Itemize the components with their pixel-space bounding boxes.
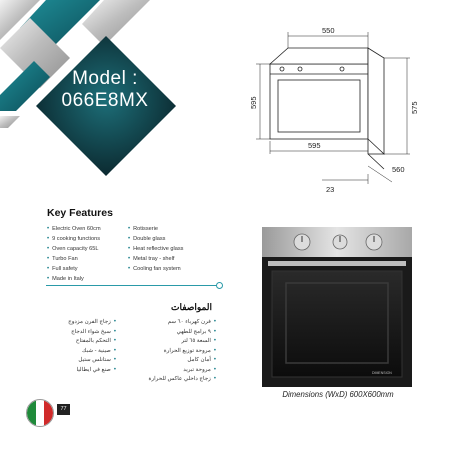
model-label bbox=[40, 68, 170, 112]
spec-item: • سيخ شواء الدجاج bbox=[30, 328, 116, 338]
dimensions-caption: Dimensions (WxD) 600X600mm bbox=[282, 390, 394, 399]
spec-item: • زجاج داخلي عاكس للحرارة bbox=[128, 375, 216, 385]
spec-item: • صينية - شبك bbox=[30, 347, 116, 357]
page-number: 77 bbox=[57, 404, 70, 415]
feature-item: • 9 cooking functions bbox=[47, 234, 132, 244]
spec-item: • زجاج الفرن مزدوج bbox=[30, 318, 116, 328]
section-divider bbox=[46, 285, 218, 286]
feature-item: • Metal tray - shelf bbox=[128, 254, 218, 264]
feature-item: • Cooling fan system bbox=[128, 264, 218, 274]
oven-dimension-drawing bbox=[242, 14, 450, 194]
arabic-specs-right-list bbox=[128, 318, 216, 385]
feature-item: • Made in Italy bbox=[47, 274, 132, 284]
feature-item: • Rotisserie bbox=[128, 224, 218, 234]
feature-item: • Double glass bbox=[128, 234, 218, 244]
spec-item: • أمان كامل bbox=[128, 356, 216, 366]
spec-item: • ٩ برامج للطهي bbox=[128, 328, 216, 338]
dim-left-height: 595 bbox=[249, 96, 258, 109]
dim-bottom-width: 595 bbox=[308, 141, 321, 150]
dim-depth: 560 bbox=[392, 165, 405, 174]
panel-steel-3 bbox=[0, 116, 20, 128]
key-features-right-list bbox=[128, 224, 218, 274]
arabic-specs-left-list bbox=[30, 318, 116, 375]
spec-item: • ستانلس ستيل bbox=[30, 356, 116, 366]
feature-item: • Heat reflective glass bbox=[128, 244, 218, 254]
dim-offset: 23 bbox=[326, 185, 335, 194]
oven-product-image bbox=[262, 227, 412, 387]
oven-door-glass bbox=[272, 271, 402, 377]
spec-item: • صنع في ايطاليا bbox=[30, 366, 116, 376]
oven-brand-label: DIMENSION bbox=[372, 371, 392, 375]
model-number: 066E8MX bbox=[61, 90, 149, 111]
divider-end-dot bbox=[216, 282, 223, 289]
feature-item: • Full safety bbox=[47, 264, 132, 274]
spec-item: • التحكم بالمفتاح bbox=[30, 337, 116, 347]
control-knobs bbox=[294, 234, 382, 250]
spec-item: • فرن كهرباء ٦٠ سم bbox=[128, 318, 216, 328]
door-handle bbox=[268, 261, 406, 266]
italy-flag-icon bbox=[25, 398, 55, 428]
spec-item: • مروحة تبريد bbox=[128, 366, 216, 376]
model-label-line1: Model : bbox=[72, 68, 138, 89]
dim-right-height: 575 bbox=[410, 101, 419, 114]
feature-item: • Oven capacity 65L bbox=[47, 244, 132, 254]
key-features-left-list bbox=[47, 224, 132, 284]
feature-item: • Turbo Fan bbox=[47, 254, 132, 264]
dim-top-width: 550 bbox=[322, 26, 335, 35]
spec-item: • مروحة توزيع الحرارة bbox=[128, 347, 216, 357]
spec-item: • السعة ٦٥ لتر bbox=[128, 337, 216, 347]
arabic-specs-title: المواصفات bbox=[170, 302, 212, 312]
key-features-title: Key Features bbox=[47, 207, 113, 219]
feature-item: • Electric Oven 60cm bbox=[47, 224, 132, 234]
